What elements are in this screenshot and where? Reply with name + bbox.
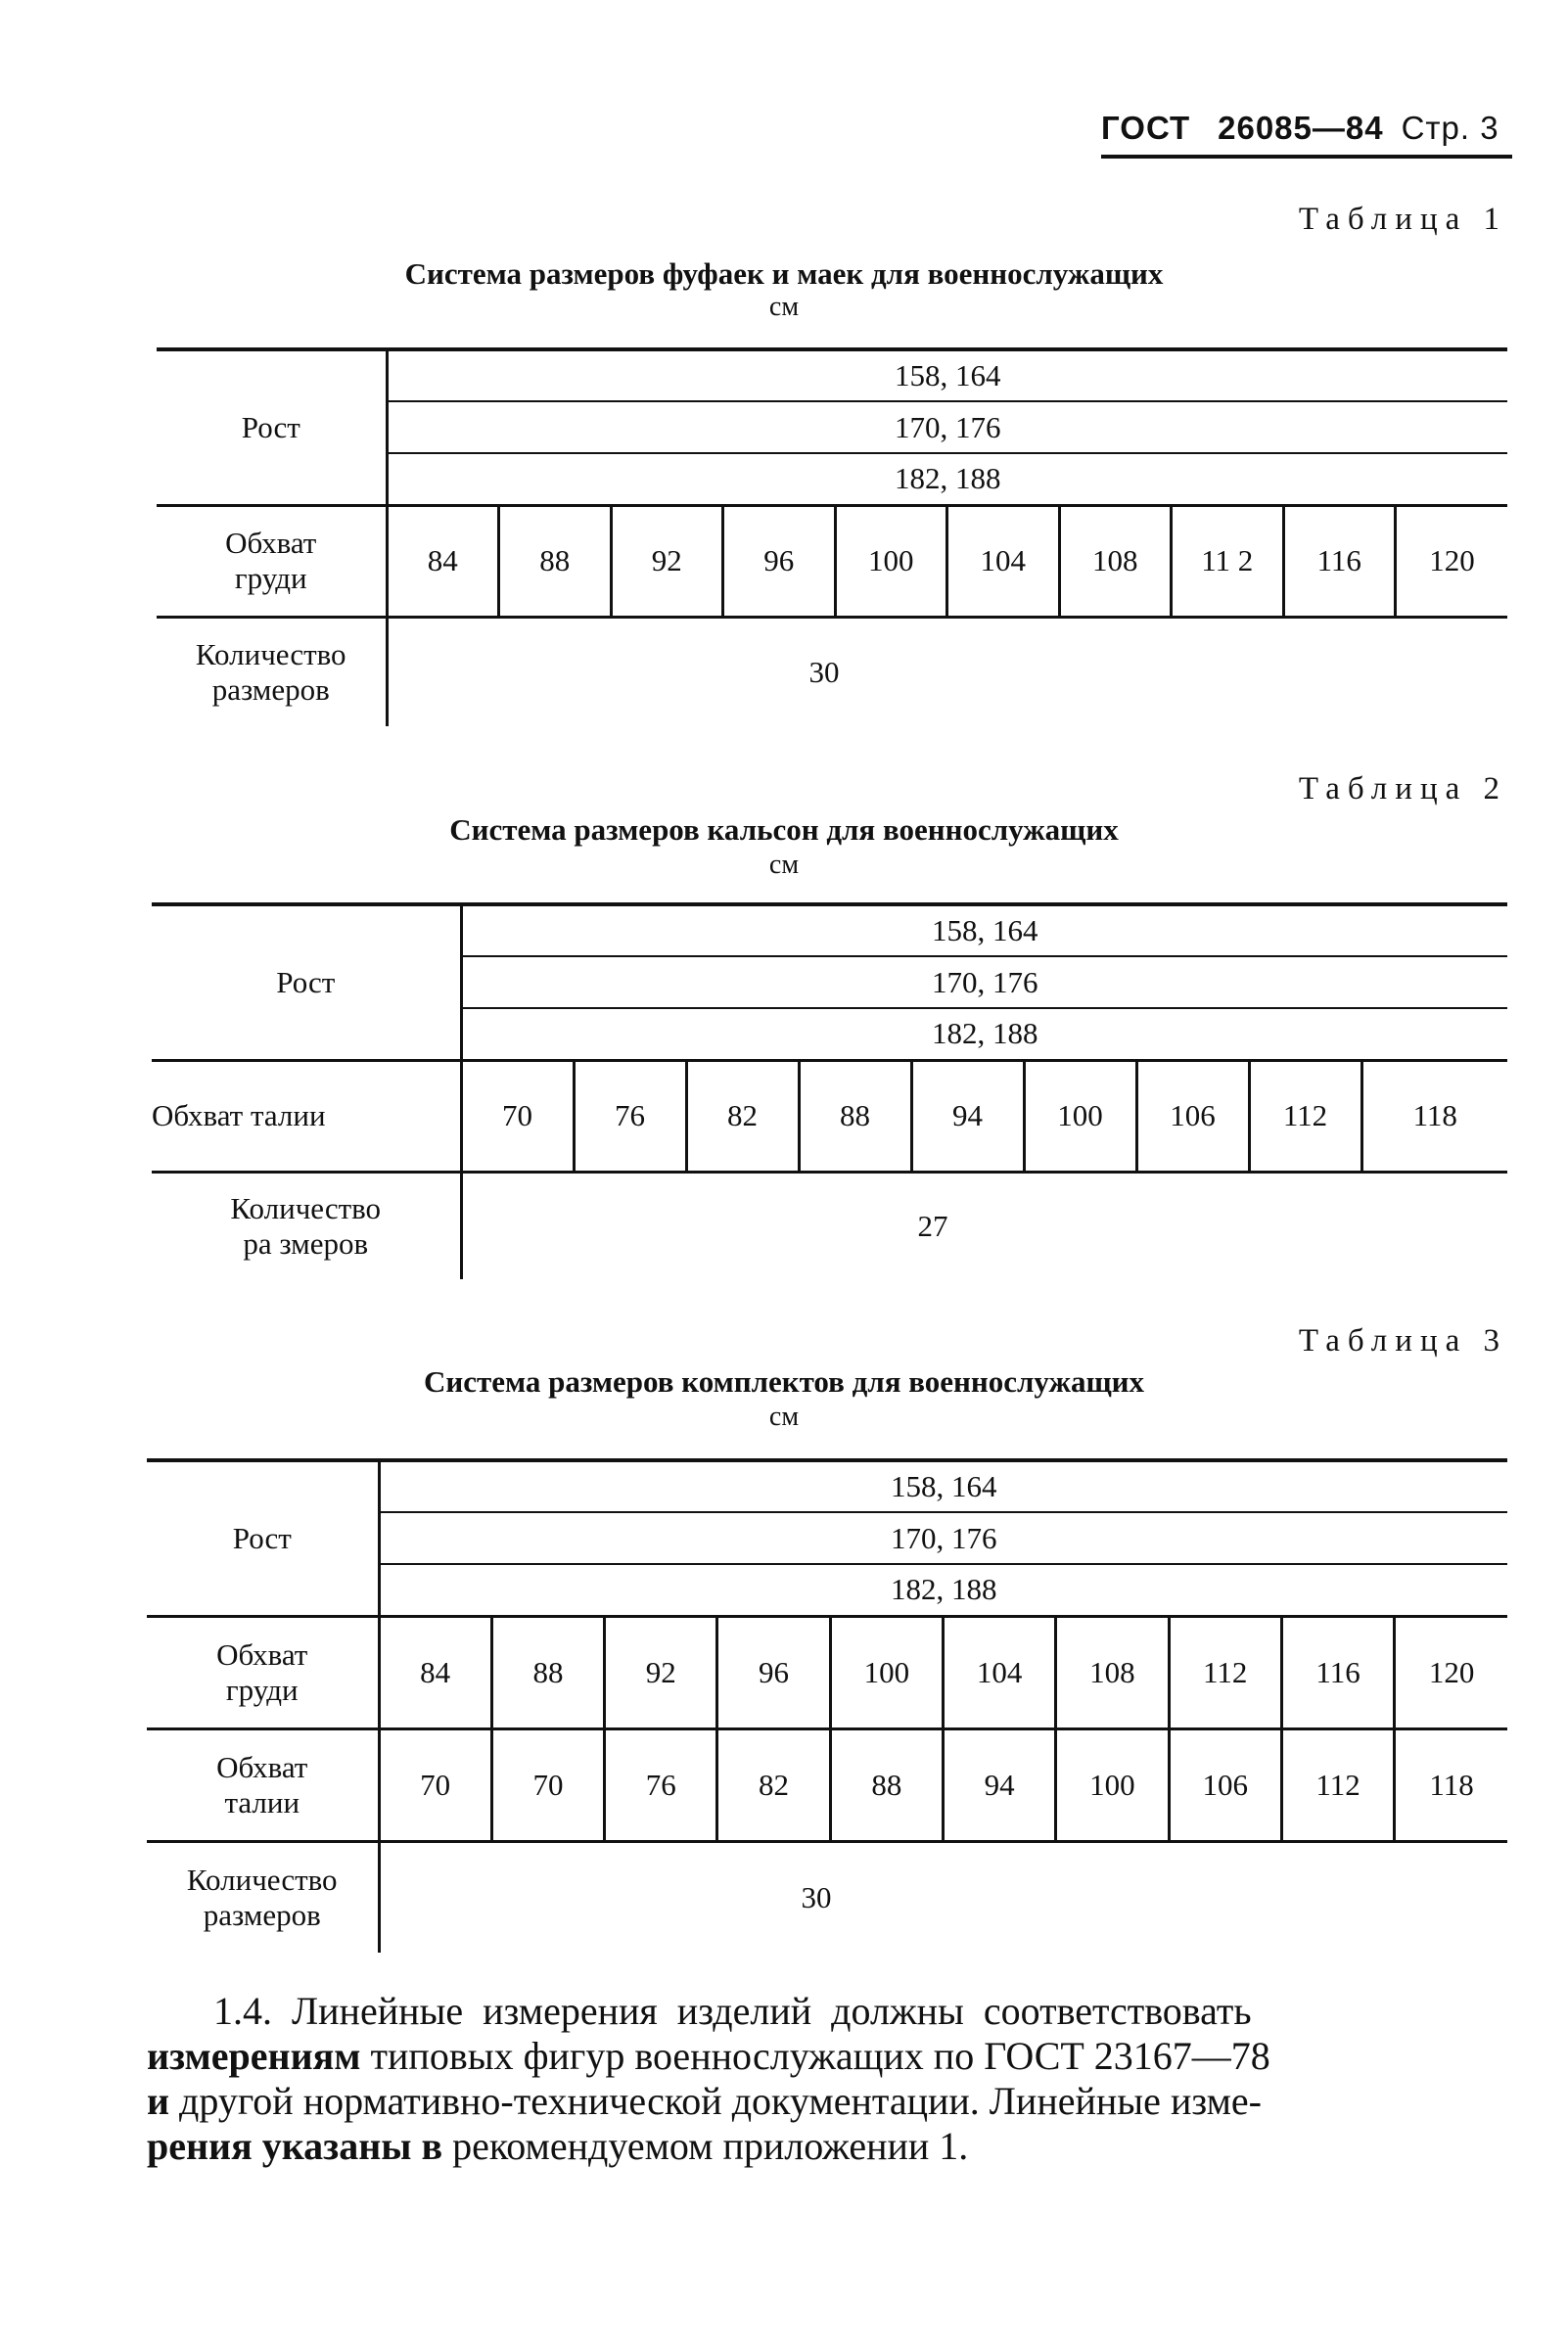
height-value: 158, 164 [461, 904, 1507, 956]
waist-cell: 82 [686, 1060, 799, 1172]
paragraph-bold-word: измерениям [147, 2034, 361, 2078]
chest-cell: 112 [1169, 1616, 1281, 1728]
count-label-line1: Количество [195, 637, 346, 672]
waist-cell: 112 [1249, 1060, 1361, 1172]
table-1-title: Система размеров фуфаек и маек для военнослужащих [404, 256, 1164, 291]
chest-cell: 96 [717, 1616, 830, 1728]
table-3-title: Система размеров комплектов для военнослужащих [424, 1364, 1144, 1399]
height-value: 170, 176 [387, 401, 1507, 453]
chest-cell: 104 [947, 505, 1060, 617]
chest-header [157, 505, 387, 617]
chest-cell: 84 [379, 1616, 491, 1728]
count-label-line2: ра змеров [243, 1225, 369, 1261]
table-2-label: Таблица 2 [1298, 771, 1507, 806]
table-2-title: Система размеров кальсон для военнослужащих [449, 812, 1119, 847]
waist-cell: 94 [943, 1728, 1055, 1841]
waist-cell: 94 [911, 1060, 1024, 1172]
count-header [157, 617, 387, 726]
count-value: 30 [379, 1841, 1507, 1953]
chest-cell: 88 [491, 1616, 604, 1728]
height-value: 182, 188 [461, 1008, 1507, 1060]
page-number: Стр. 3 [1401, 110, 1499, 146]
chest-label-line2: груди [234, 561, 307, 595]
chest-cell: 100 [830, 1616, 943, 1728]
table-3-unit: см [768, 1402, 800, 1432]
count-value: 27 [461, 1172, 1507, 1279]
paragraph-bold-word: рения [147, 2124, 253, 2168]
gost-number: 26085—84 [1218, 110, 1384, 146]
chest-cell: 120 [1396, 505, 1508, 617]
waist-label-line2: талии [224, 1784, 300, 1819]
paragraph-bold-word: в [421, 2124, 443, 2168]
page-header [1101, 110, 1512, 159]
height-value: 170, 176 [461, 956, 1507, 1008]
waist-cell: 70 [379, 1728, 491, 1841]
waist-cell: 100 [1056, 1728, 1169, 1841]
height-header: Рост [157, 349, 387, 505]
chest-header [147, 1616, 379, 1728]
chest-cell: 100 [835, 505, 947, 617]
chest-cell: 116 [1283, 505, 1396, 617]
chest-label-line2: груди [225, 1672, 299, 1707]
table-3-label: Таблица 3 [1298, 1323, 1507, 1359]
waist-cell: 112 [1281, 1728, 1394, 1841]
chest-cell: 104 [943, 1616, 1055, 1728]
paragraph-line-2 [147, 2034, 1507, 2079]
paragraph-bold-word: и [147, 2079, 170, 2123]
height-value: 170, 176 [379, 1512, 1507, 1564]
table-2 [152, 902, 1507, 1279]
waist-cell: 70 [491, 1728, 604, 1841]
gost-label: ГОСТ [1101, 110, 1191, 146]
chest-cell: 108 [1059, 505, 1172, 617]
height-value: 182, 188 [387, 453, 1507, 505]
height-value: 158, 164 [387, 349, 1507, 401]
chest-cell: 92 [611, 505, 723, 617]
paragraph-text: типовых фигур военнослужащих по ГОСТ 23167—78 [360, 2034, 1270, 2078]
height-value: 182, 188 [379, 1564, 1507, 1616]
paragraph-text: другой нормативно-технической документации. Линейные изме- [169, 2079, 1262, 2123]
count-label-line2: размеров [211, 671, 330, 707]
paragraph-1-4 [147, 1989, 1507, 2169]
table-1-label: Таблица 1 [1298, 202, 1507, 237]
waist-cell: 88 [799, 1060, 911, 1172]
chest-cell: 88 [499, 505, 612, 617]
count-label-line2: размеров [203, 1897, 321, 1932]
waist-cell: 118 [1361, 1060, 1507, 1172]
height-header: Рост [147, 1460, 379, 1616]
waist-cell: 76 [605, 1728, 717, 1841]
paragraph-line-4 [147, 2124, 1507, 2169]
waist-cell: 118 [1395, 1728, 1507, 1841]
waist-cell: 82 [717, 1728, 830, 1841]
paragraph-line-1: 1.4. Линейные измерения изделий должны соответствовать [213, 1989, 1252, 2033]
chest-cell: 116 [1281, 1616, 1394, 1728]
waist-header [147, 1728, 379, 1841]
count-label-line1: Количество [230, 1191, 382, 1226]
chest-label-line1: Обхват [225, 526, 317, 561]
count-value: 30 [387, 617, 1507, 726]
waist-cell: 76 [574, 1060, 686, 1172]
chest-cell: 120 [1395, 1616, 1507, 1728]
waist-label-line1: Обхват [216, 1749, 308, 1784]
chest-label-line1: Обхват [216, 1636, 308, 1672]
waist-cell: 106 [1169, 1728, 1281, 1841]
waist-cell: 70 [461, 1060, 574, 1172]
table-2-unit: см [768, 850, 800, 880]
chest-cell: 108 [1056, 1616, 1169, 1728]
count-label-line1: Количество [186, 1863, 338, 1898]
count-header [152, 1172, 461, 1279]
waist-cell: 88 [830, 1728, 943, 1841]
count-header [147, 1841, 379, 1953]
table-1-unit: см [768, 292, 800, 322]
waist-header: Обхват талии [152, 1060, 461, 1172]
waist-cell: 100 [1024, 1060, 1136, 1172]
paragraph-bold-word: указаны [252, 2124, 422, 2168]
paragraph-text: рекомендуемом приложении 1. [442, 2124, 969, 2168]
height-header: Рост [152, 904, 461, 1060]
height-value: 158, 164 [379, 1460, 1507, 1512]
table-3 [147, 1458, 1507, 1953]
chest-cell: 96 [723, 505, 836, 617]
chest-cell: 11 2 [1172, 505, 1284, 617]
paragraph-line-3 [147, 2079, 1507, 2124]
table-1 [157, 347, 1507, 726]
waist-cell: 106 [1136, 1060, 1249, 1172]
chest-cell: 92 [605, 1616, 717, 1728]
chest-cell: 84 [387, 505, 499, 617]
